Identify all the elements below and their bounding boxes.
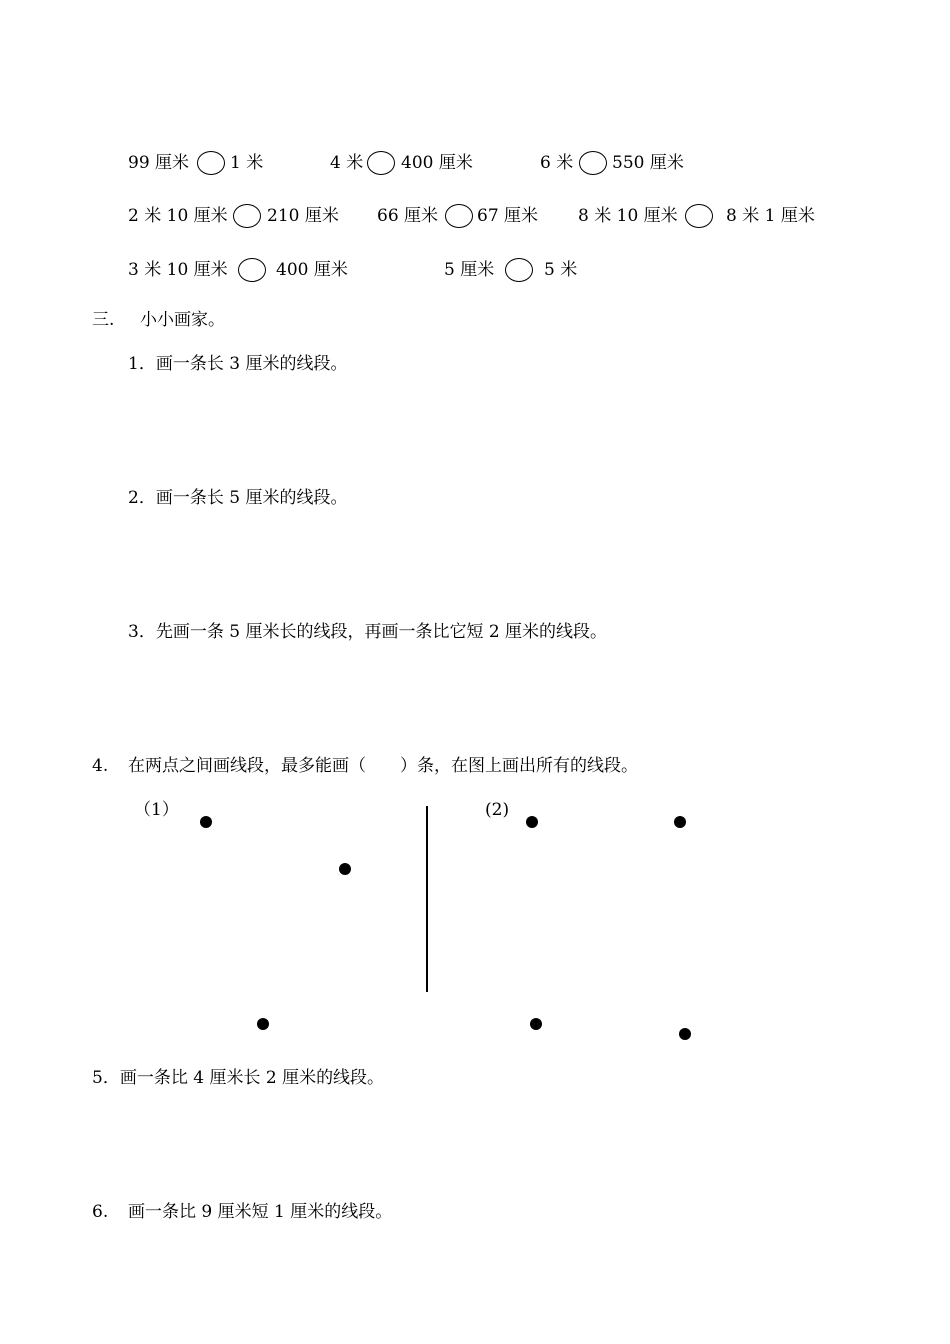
compare-right: 1 米 [230,153,264,173]
point-dot[interactable] [679,1028,691,1040]
compare-circle-blank[interactable] [505,258,533,282]
compare-circle-blank[interactable] [685,204,713,228]
section-number: 三. [92,310,115,330]
compare-left: 2 米 10 厘米 [128,206,228,226]
question-6: 画一条比 9 厘米短 1 厘米的线段。 [128,1202,393,1222]
point-dot[interactable] [530,1018,542,1030]
compare-left: 5 厘米 [444,260,495,280]
figure-divider [426,806,428,992]
question-5: 5．画一条比 4 厘米长 2 厘米的线段。 [92,1068,385,1088]
compare-right: 400 厘米 [401,153,473,173]
compare-left: 4 米 [330,153,364,173]
compare-circle-blank[interactable] [197,151,225,175]
point-dot[interactable] [257,1018,269,1030]
compare-circle-blank[interactable] [233,204,261,228]
compare-right: 8 米 1 厘米 [726,206,815,226]
figure-1-label: （1） [134,800,179,820]
compare-right: 210 厘米 [267,206,339,226]
compare-left: 6 米 [540,153,574,173]
point-dot[interactable] [200,816,212,828]
question-4: 在两点之间画线段，最多能画（ ）条，在图上画出所有的线段。 [128,756,638,776]
compare-circle-blank[interactable] [579,151,607,175]
compare-right: 67 厘米 [477,206,539,226]
question-6-number: 6. [92,1202,109,1222]
compare-left: 3 米 10 厘米 [128,260,228,280]
question-1: 1．画一条长 3 厘米的线段。 [128,354,348,374]
point-dot[interactable] [339,863,351,875]
compare-circle-blank[interactable] [445,204,473,228]
question-2: 2．画一条长 5 厘米的线段。 [128,488,348,508]
question-3: 3．先画一条 5 厘米长的线段，再画一条比它短 2 厘米的线段。 [128,622,608,642]
compare-left: 99 厘米 [128,153,190,173]
point-dot[interactable] [674,816,686,828]
compare-left: 66 厘米 [377,206,439,226]
compare-circle-blank[interactable] [238,258,266,282]
compare-circle-blank[interactable] [367,151,395,175]
point-dot[interactable] [526,816,538,828]
compare-left: 8 米 10 厘米 [578,206,678,226]
compare-right: 5 米 [544,260,578,280]
figure-2-label: (2) [485,800,510,820]
section-title: 小小画家。 [140,310,225,330]
question-4-number: 4. [92,756,109,776]
compare-right: 400 厘米 [276,260,348,280]
compare-right: 550 厘米 [612,153,684,173]
